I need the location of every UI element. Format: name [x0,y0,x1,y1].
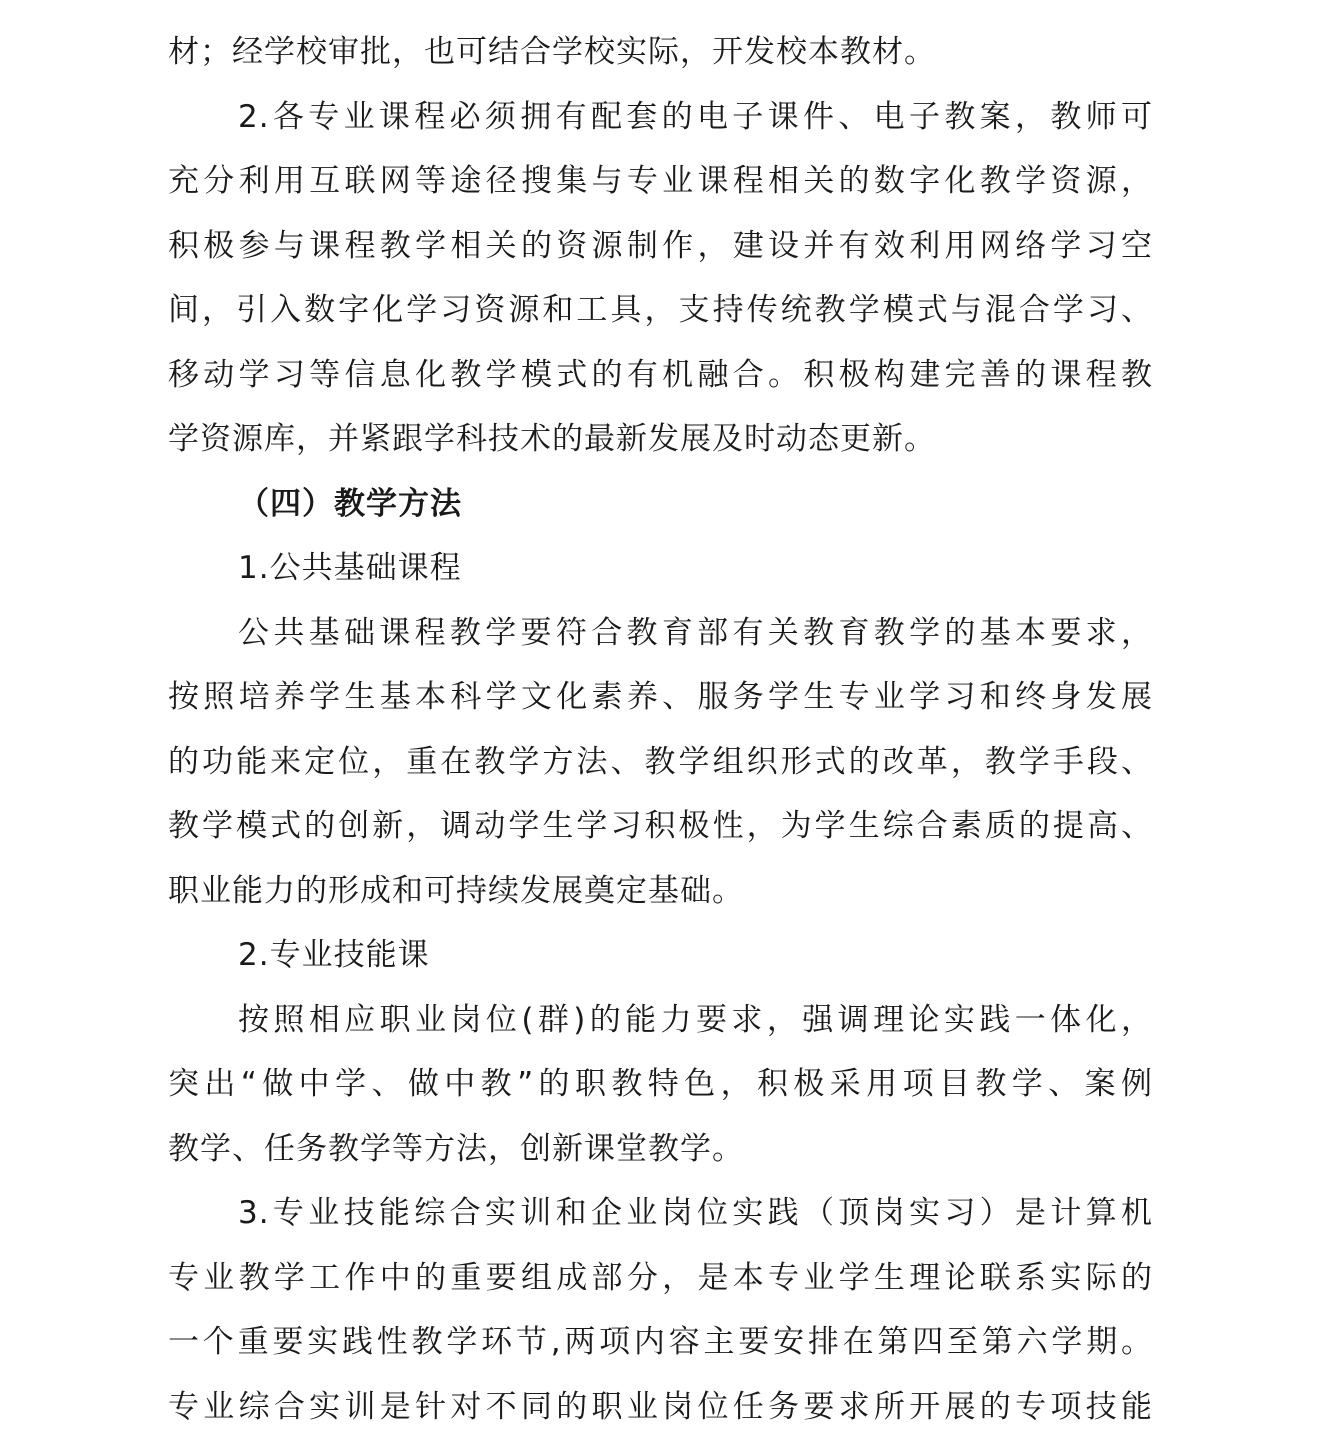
paragraph-line: 间，引入数字化学习资源和工具，支持传统教学模式与混合学习、 [168,292,1153,328]
paragraph-line: 突出“做中学、做中教”的职教特色，积极采用项目教学、案例 [168,1066,1153,1102]
paragraph-line: 专业教学工作中的重要组成部分，是本专业学生理论联系实际的 [168,1259,1153,1296]
paragraph-line: 3.专业技能综合实训和企业岗位实践（顶岗实习）是计算机 [238,1195,1153,1231]
paragraph-line: 公共基础课程教学要符合教育部有关教育教学的基本要求， [238,614,1153,651]
paragraph-line: 移动学习等信息化教学模式的有机融合。积极构建完善的课程教 [168,356,1153,393]
paragraph-line: 教学模式的创新，调动学生学习积极性，为学生综合素质的提高、 [168,808,1153,844]
paragraph-line: 教学、任务教学等方法，创新课堂教学。 [168,1130,744,1167]
subsection-heading: 2.专业技能课 [238,937,430,973]
paragraph-line: 职业能力的形成和可持续发展奠定基础。 [168,872,744,909]
paragraph-line: 学资源库，并紧跟学科技术的最新发展及时动态更新。 [168,421,936,457]
paragraph-line: 一个重要实践性教学环节,两项内容主要安排在第四至第六学期。 [168,1324,1153,1360]
paragraph-line: 2.各专业课程必须拥有配套的电子课件、电子教案，教师可 [238,98,1153,135]
paragraph-line: 充分利用互联网等途径搜集与专业课程相关的数字化教学资源， [168,163,1153,199]
section-heading: （四）教学方法 [238,485,462,522]
paragraph-line: 积极参与课程教学相关的资源制作，建设并有效利用网络学习空 [168,227,1153,264]
paragraph-line: 的功能来定位，重在教学方法、教学组织形式的改革，教学手段、 [168,743,1153,780]
document-body [168,20,1153,1439]
paragraph-line: 按照相应职业岗位(群)的能力要求，强调理论实践一体化， [238,1001,1153,1038]
paragraph-line: 材；经学校审批，也可结合学校实际，开发校本教材。 [168,34,936,70]
paragraph-line: 按照培养学生基本科学文化素养、服务学生专业学习和终身发展 [168,679,1153,715]
paragraph-line: 专业综合实训是针对不同的职业岗位任务要求所开展的专项技能 [168,1388,1153,1425]
subsection-heading: 1.公共基础课程 [238,550,462,586]
